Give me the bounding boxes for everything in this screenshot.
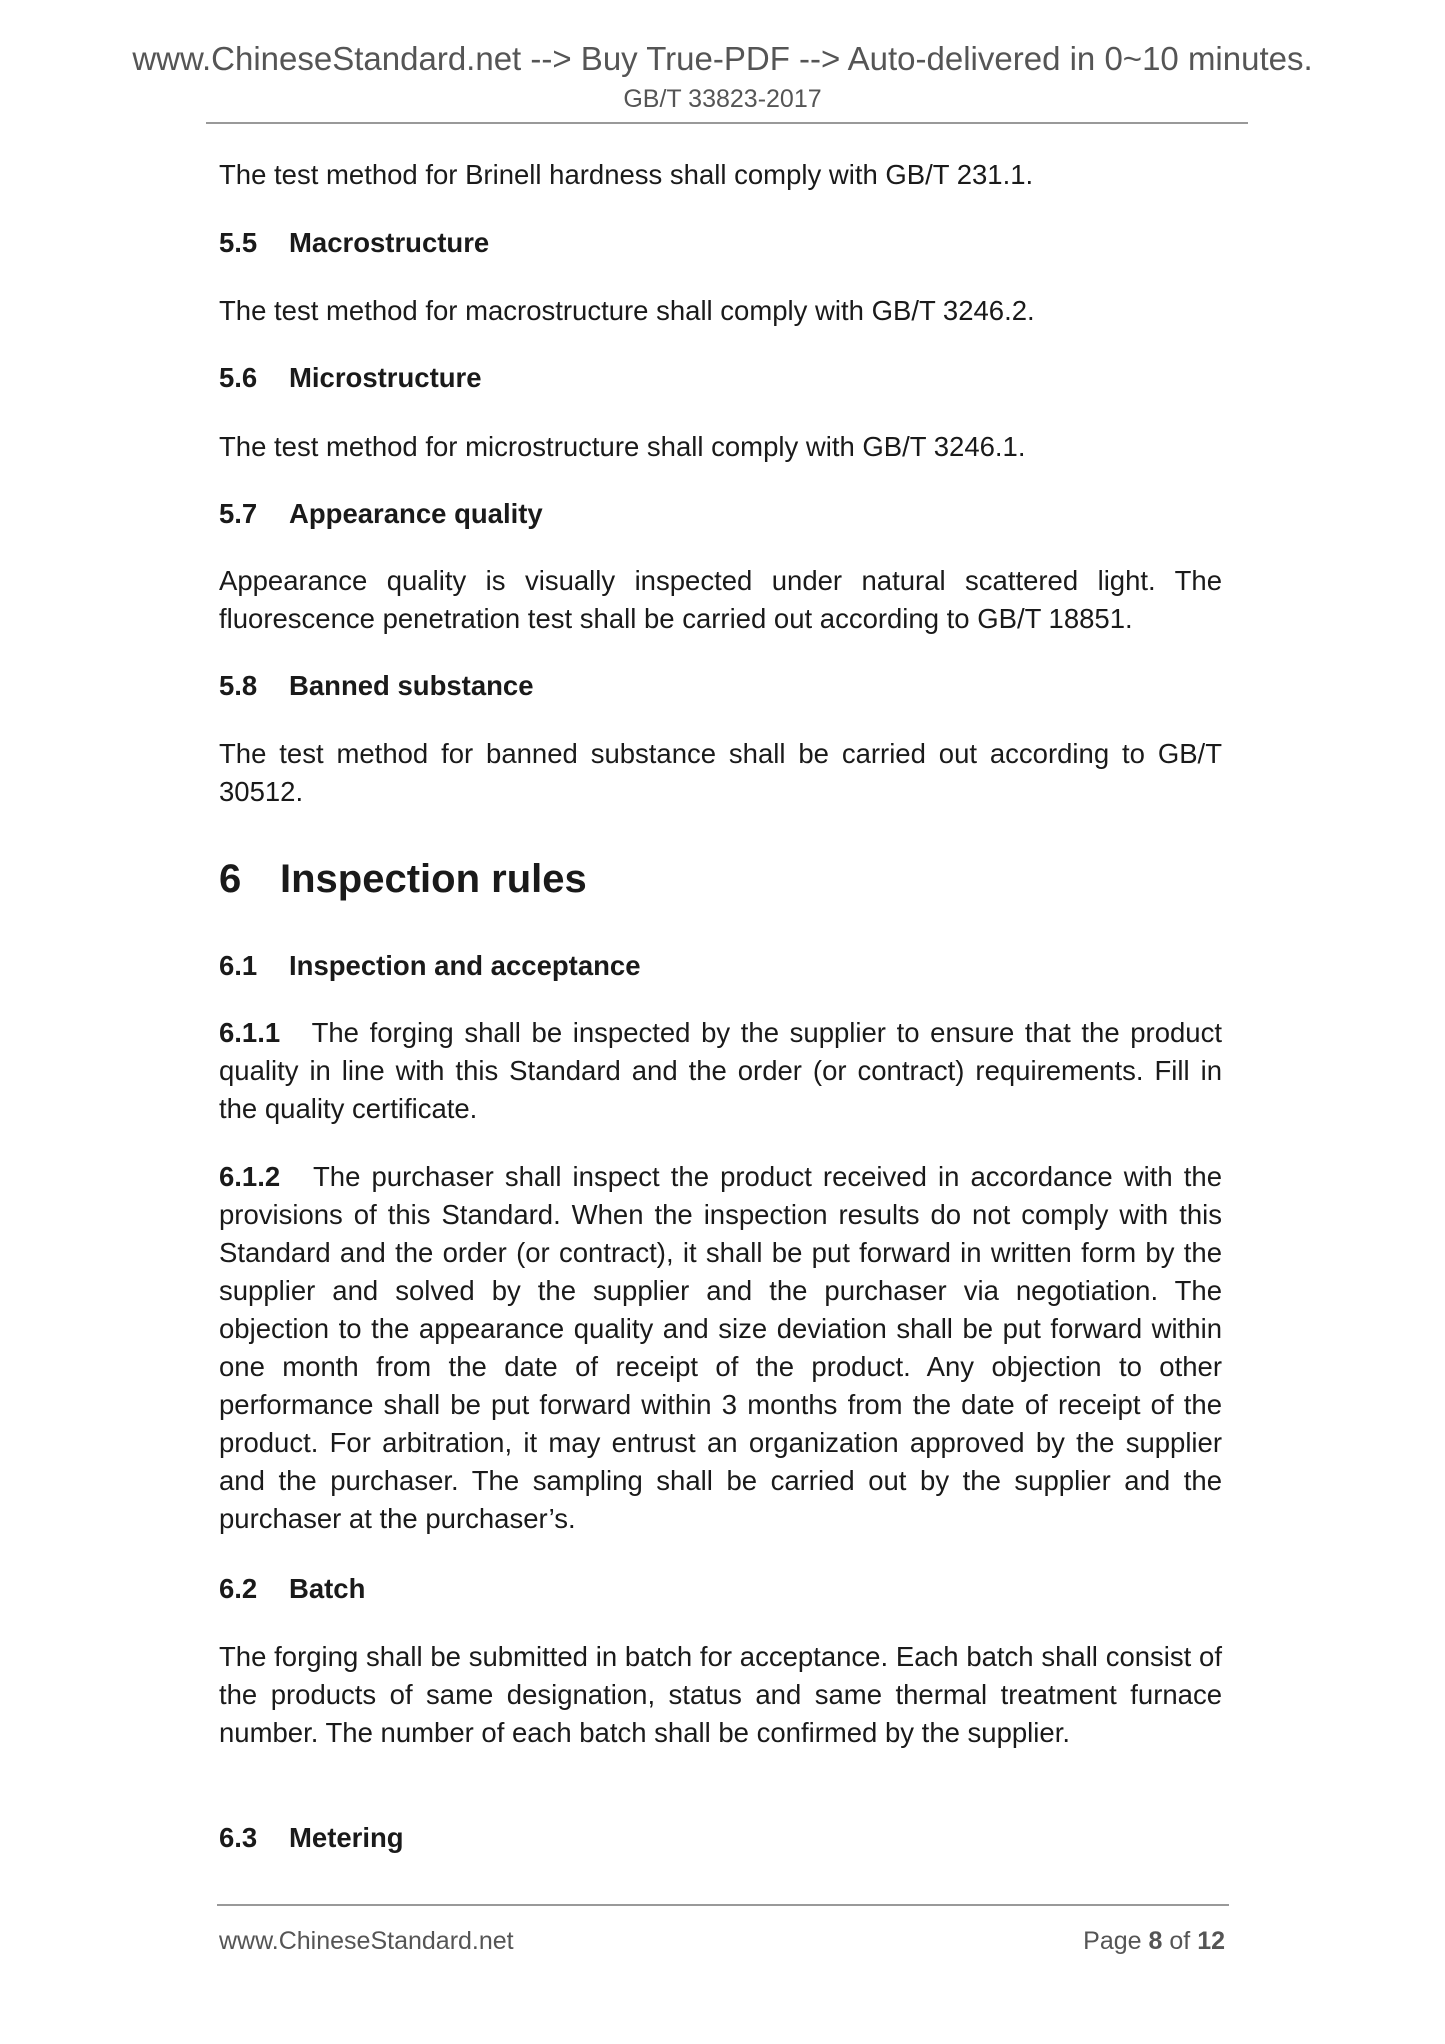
section-number: 5.7 <box>219 498 258 529</box>
document-id: GB/T 33823-2017 <box>623 85 822 113</box>
section-title: Appearance quality <box>289 498 543 529</box>
of-label: of <box>1169 1927 1191 1955</box>
paragraph: The test method for macrostructure shall comply with GB/T 3246.2. <box>219 295 1035 326</box>
page-indicator <box>1083 1926 1225 1956</box>
clause-6-1-2 <box>219 1158 1222 1538</box>
clause-number: 6.1.1 <box>219 1017 281 1048</box>
section-heading-6-2 <box>219 1570 1222 1608</box>
header-banner: www.ChineseStandard.net --> Buy True-PDF --> Auto-delivered in 0~10 minutes. <box>132 40 1313 77</box>
paragraph: The forging shall be submitted in batch for acceptance. Each batch shall consist of the products of same designation, status and same thermal treatment furnace number. The number of each batch shall be confirmed by the supplier. <box>219 1641 1222 1748</box>
chapter-number: 6 <box>219 857 242 901</box>
current-page: 8 <box>1148 1927 1163 1955</box>
paragraph: The test method for Brinell hardness shall comply with GB/T 231.1. <box>219 159 1034 190</box>
section-title: Inspection and acceptance <box>289 950 641 981</box>
section-title: Batch <box>289 1573 366 1604</box>
section-heading-5-5 <box>219 224 1222 262</box>
header-divider <box>206 122 1248 124</box>
chapter-title: Inspection rules <box>280 857 587 901</box>
total-pages: 12 <box>1197 1927 1225 1955</box>
section-number: 5.6 <box>219 362 258 393</box>
section-heading-5-7 <box>219 495 1222 533</box>
footer-website-link[interactable]: www.ChineseStandard.net <box>219 1927 514 1955</box>
section-number: 5.5 <box>219 227 258 258</box>
clause-text: The purchaser shall inspect the product received in accordance with the provisions of this Standard. When the inspection results do not comply with this Standard and the order (or contract), it shall be put forward in written form by the supplier and solved by the supplier and the purchaser via negotiation. The objection to the appearance quality and size deviation shall be put forward within one month from the date of receipt of the product. Any objection to other performance shall be put forward within 3 months from the date of receipt of the product. For arbitration, it may entrust an organization approved by the supplier and the purchaser. The sampling shall be carried out by the supplier and the purchaser at the purchaser’s. <box>219 1161 1223 1534</box>
page-label: Page <box>1083 1927 1142 1955</box>
section-title: Microstructure <box>289 362 482 393</box>
footer-divider <box>217 1904 1229 1906</box>
section-heading-5-8 <box>219 667 1222 705</box>
section-number: 6.3 <box>219 1822 258 1853</box>
section-title: Banned substance <box>289 670 534 701</box>
paragraph: The test method for banned substance shall be carried out according to GB/T 30512. <box>219 738 1222 807</box>
section-number: 6.2 <box>219 1573 258 1604</box>
paragraph: The test method for microstructure shall comply with GB/T 3246.1. <box>219 431 1026 462</box>
section-number: 6.1 <box>219 950 258 981</box>
clause-6-1-1 <box>219 1014 1222 1128</box>
section-number: 5.8 <box>219 670 258 701</box>
clause-text: The forging shall be inspected by the supplier to ensure that the product quality in line with this Standard and the order (or contract) requirements. Fill in the quality certificate. <box>219 1017 1222 1124</box>
section-title: Metering <box>289 1822 404 1853</box>
section-heading-6-3 <box>219 1819 1222 1857</box>
clause-number: 6.1.2 <box>219 1161 281 1192</box>
section-title: Macrostructure <box>289 227 490 258</box>
section-heading-5-6 <box>219 359 1222 397</box>
section-heading-6-1 <box>219 947 1222 985</box>
paragraph: Appearance quality is visually inspected under natural scattered light. The fluorescence penetration test shall be carried out according to GB/T 18851. <box>219 565 1222 634</box>
chapter-heading-6 <box>219 855 587 903</box>
